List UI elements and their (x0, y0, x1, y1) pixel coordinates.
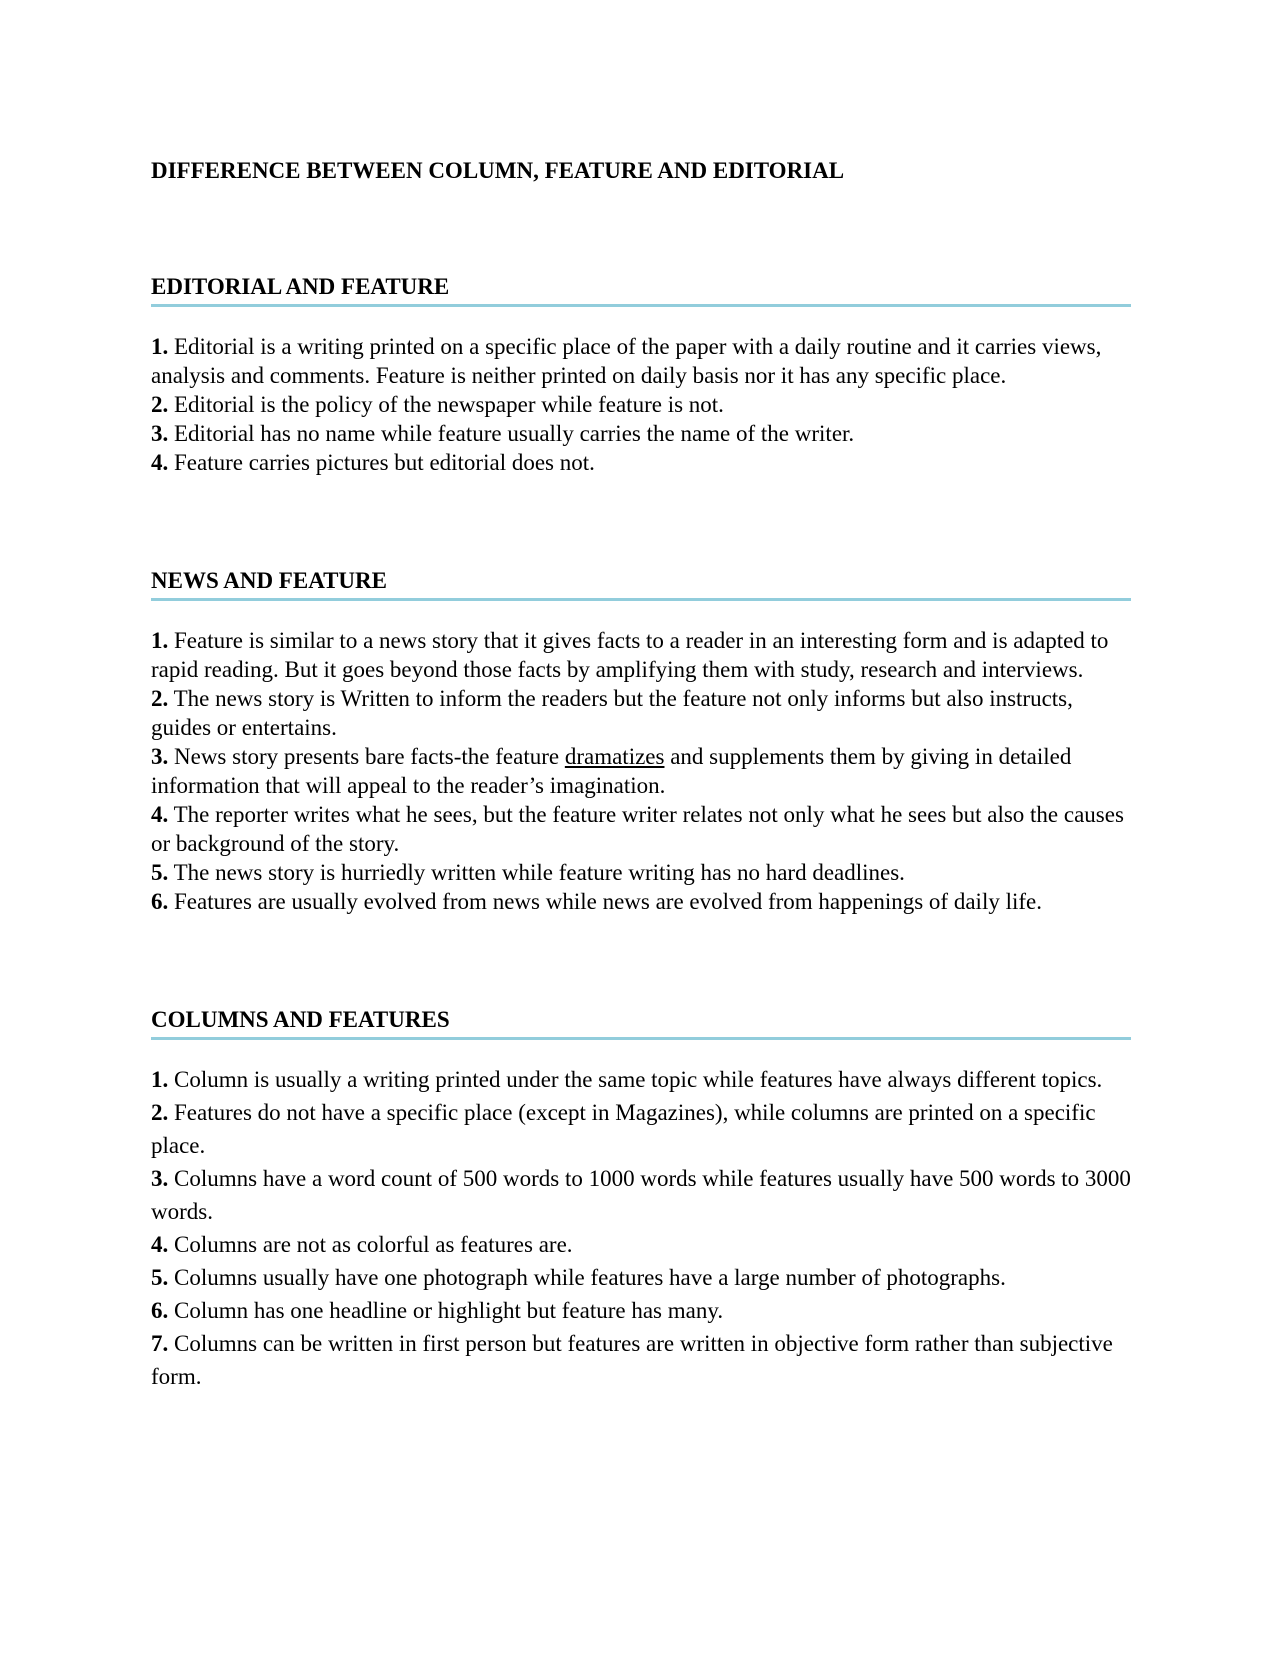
point-text: The news story is hurriedly written while feature writing has no hard deadlines. (173, 860, 905, 885)
point-number: 6. (151, 889, 169, 914)
point-number: 5. (151, 860, 169, 885)
point-number: 4. (151, 1232, 169, 1257)
point-text: Editorial has no name while feature usually carries the name of the writer. (174, 421, 855, 446)
point-number: 3. (151, 1166, 169, 1191)
point-text: Features do not have a specific place (except in Magazines), while columns are printed on a specific place. (151, 1100, 1096, 1158)
point-text: Column is usually a writing printed under the same topic while features have always different topics. (174, 1067, 1103, 1092)
list-item (151, 1162, 1131, 1228)
document-title: DIFFERENCE BETWEEN COLUMN, FEATURE AND EDITORIAL (151, 158, 845, 183)
point-number: 1. (151, 1067, 169, 1092)
point-number: 3. (151, 744, 169, 769)
list-item (151, 800, 1131, 858)
list-item (151, 626, 1131, 684)
list-item (151, 1096, 1131, 1162)
point-list (151, 626, 1131, 916)
list-item (151, 390, 1131, 419)
list-item (151, 1261, 1131, 1294)
list-item (151, 1063, 1131, 1096)
point-number: 2. (151, 392, 169, 417)
list-item (151, 332, 1131, 390)
point-list (151, 332, 1131, 477)
list-item (151, 1294, 1131, 1327)
point-number: 4. (151, 802, 169, 827)
point-text: Feature carries pictures but editorial does not. (174, 450, 595, 475)
point-text-after: and supplements them by giving in detailed information that will appeal to the reader’s imagination. (151, 744, 1072, 798)
point-text: Feature is similar to a news story that it gives facts to a reader in an interesting form and is adapted to rapid reading. But it goes beyond those facts by amplifying them with study, research and interviews. (151, 628, 1109, 682)
section-heading: COLUMNS AND FEATURES (151, 1005, 1131, 1040)
point-text: Columns can be written in first person but features are written in objective form rather than subjective form. (151, 1331, 1113, 1389)
point-text: Editorial is a writing printed on a specific place of the paper with a daily routine and it carries views, analysis and comments. Feature is neither printed on daily basis nor it has any specific place. (151, 334, 1102, 388)
point-number: 3. (151, 421, 169, 446)
point-text: Columns are not as colorful as features are. (174, 1232, 573, 1257)
section-heading: NEWS AND FEATURE (151, 566, 1131, 601)
list-item (151, 1228, 1131, 1261)
point-text: Columns usually have one photograph while features have a large number of photographs. (174, 1265, 1006, 1290)
list-item (151, 684, 1131, 742)
point-number: 2. (151, 1100, 169, 1125)
section-heading: EDITORIAL AND FEATURE (151, 272, 1131, 307)
underlined-word: dramatizes (564, 744, 665, 769)
point-number: 1. (151, 334, 169, 359)
list-item (151, 1327, 1131, 1393)
list-item (151, 448, 1131, 477)
point-number: 5. (151, 1265, 169, 1290)
point-text: Features are usually evolved from news while news are evolved from happenings of daily life. (174, 889, 1042, 914)
point-number: 1. (151, 628, 169, 653)
section-news-and-feature (151, 566, 1131, 916)
list-item (151, 887, 1131, 916)
point-text: Editorial is the policy of the newspaper while feature is not. (174, 392, 724, 417)
point-number: 4. (151, 450, 169, 475)
section-columns-and-features (151, 1005, 1131, 1393)
list-item (151, 858, 1131, 887)
list-item (151, 419, 1131, 448)
point-number: 7. (151, 1331, 169, 1356)
point-number: 2. (151, 686, 169, 711)
point-text: Columns have a word count of 500 words to 1000 words while features usually have 500 words to 3000 words. (151, 1166, 1131, 1224)
point-text: The reporter writes what he sees, but the feature writer relates not only what he sees but also the causes or background of the story. (151, 802, 1124, 856)
section-editorial-and-feature (151, 272, 1131, 477)
point-text: Column has one headline or highlight but feature has many. (174, 1298, 724, 1323)
point-list (151, 1063, 1131, 1393)
point-text: The news story is Written to inform the readers but the feature not only informs but also instructs, guides or entertains. (151, 686, 1073, 740)
point-text-before: News story presents bare facts-the feature (174, 744, 565, 769)
list-item (151, 742, 1131, 800)
point-number: 6. (151, 1298, 169, 1323)
